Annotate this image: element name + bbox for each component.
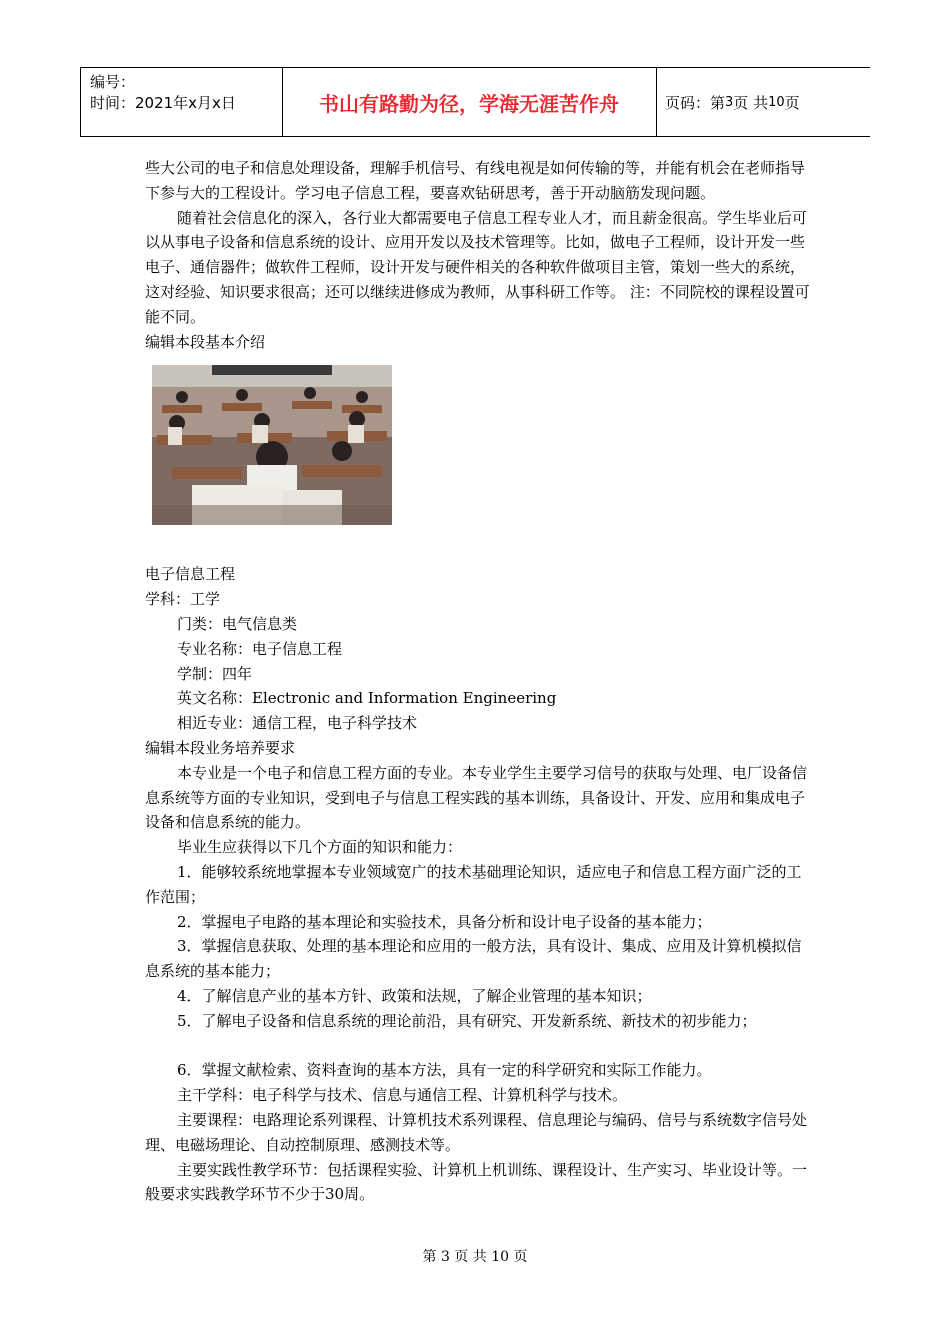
paragraph-practice: 主要实践性教学环节：包括课程实验、计算机上机训练、课程设计、生产实习、毕业设计等。一般要求实践教学环节不少于30周。 [145, 1160, 808, 1204]
major-name: 专业名称：电子信息工程 [177, 639, 343, 658]
major-category: 门类：电气信息类 [177, 614, 298, 633]
document-time: 时间：2021年x月x日 [90, 94, 236, 112]
page-total: 10 [768, 94, 785, 110]
header-motto: 书山有路勤为径，学海无涯苦作舟 [319, 91, 619, 116]
paragraph-main-courses: 主要课程：电路理论系列课程、计算机技术系列课程、信息理论与编码、信号与系统数字信号处理、电磁场理论、自动控制原理、感测技术等。 [145, 1110, 808, 1154]
blank-line [145, 1034, 810, 1059]
header-border-left [80, 68, 81, 136]
paragraph-continued: 些大公司的电子和信息处理设备，理解手机信号、有线电视是如何传输的等，并能有机会在老师指导下参与大的工程设计。学习电子信息工程，要喜欢钻研思考，善于开动脑筋发现问题。 [145, 159, 806, 202]
classroom-photo-illustration [152, 365, 392, 525]
header-left-cell [90, 72, 236, 114]
header-divider-2 [656, 68, 657, 136]
page-footer: 第 3 页 共 10 页 [422, 1249, 528, 1265]
list-item-4: 4．了解信息产业的基本方针、政策和法规，了解企业管理的基本知识； [177, 986, 652, 1005]
section-link-basic-intro[interactable]: 编辑本段基本介绍 [145, 332, 266, 351]
paragraph-graduate: 毕业生应获得以下几个方面的知识和能力： [177, 838, 463, 857]
list-item-1: 1．能够较系统地掌握本专业领域宽广的技术基础理论知识，适应电子和信息工程方面广泛的工作范围； [145, 862, 802, 906]
page-current: 3 [725, 94, 734, 110]
classroom-exam-photo [152, 365, 392, 525]
paragraph-main-subjects: 主干学科：电子科学与技术、信息与通信工程、计算机科学与技术。 [177, 1086, 628, 1105]
page-mid: 页 共 [733, 93, 769, 112]
header-table [80, 67, 870, 137]
major-subject: 学科：工学 [145, 590, 221, 609]
major-english-name: 英文名称：Electronic and Information Engineering [177, 689, 557, 708]
photo-block [145, 354, 810, 562]
list-item-2: 2．掌握电子电路的基本理论和实验技术，具备分析和设计电子设备的基本能力； [177, 912, 712, 931]
major-title: 电子信息工程 [145, 565, 236, 584]
section-link-training[interactable]: 编辑本段业务培养要求 [145, 738, 296, 757]
page-prefix: 页码：第 [665, 93, 726, 112]
header-page-info [665, 68, 800, 136]
document-number: 编号： [90, 73, 136, 91]
major-duration: 学制：四年 [177, 664, 253, 683]
list-item-5: 5．了解电子设备和信息系统的理论前沿，具有研究、开发新系统、新技术的初步能力； [177, 1011, 757, 1030]
paragraph-career: 随着社会信息化的深入，各行业大都需要电子信息工程专业人才，而且薪金很高。学生毕业后可以从事电子设备和信息系统的设计、应用开发以及技术管理等。比如，做电子工程师，设计开发一些电子、通信器件；做软件工程师，设计开发与硬件相关的各种软件做项目主管，策划一些大的系统，这对经验、知识要求很高；还可以继续进修成为教师，从事科研工作等。 注：不同院校的课程设置可能不同。 [145, 208, 810, 326]
list-item-3: 3．掌握信息获取、处理的基本理论和应用的一般方法，具有设计、集成、应用及计算机模拟信息系统的基本能力； [145, 937, 802, 981]
document-body [145, 156, 810, 1207]
major-related: 相近专业：通信工程，电子科学技术 [177, 714, 418, 733]
paragraph-training: 本专业是一个电子和信息工程方面的专业。本专业学生主要学习信号的获取与处理、电厂设备信息系统等方面的专业知识，受到电子与信息工程实践的基本训练，具备设计、开发、应用和集成电子设备和信息系统的能力。 [145, 763, 808, 832]
list-item-6: 6．掌握文献检索、资料查询的基本方法，具有一定的科学研究和实际工作能力。 [177, 1061, 712, 1080]
page-suffix: 页 [784, 93, 800, 112]
